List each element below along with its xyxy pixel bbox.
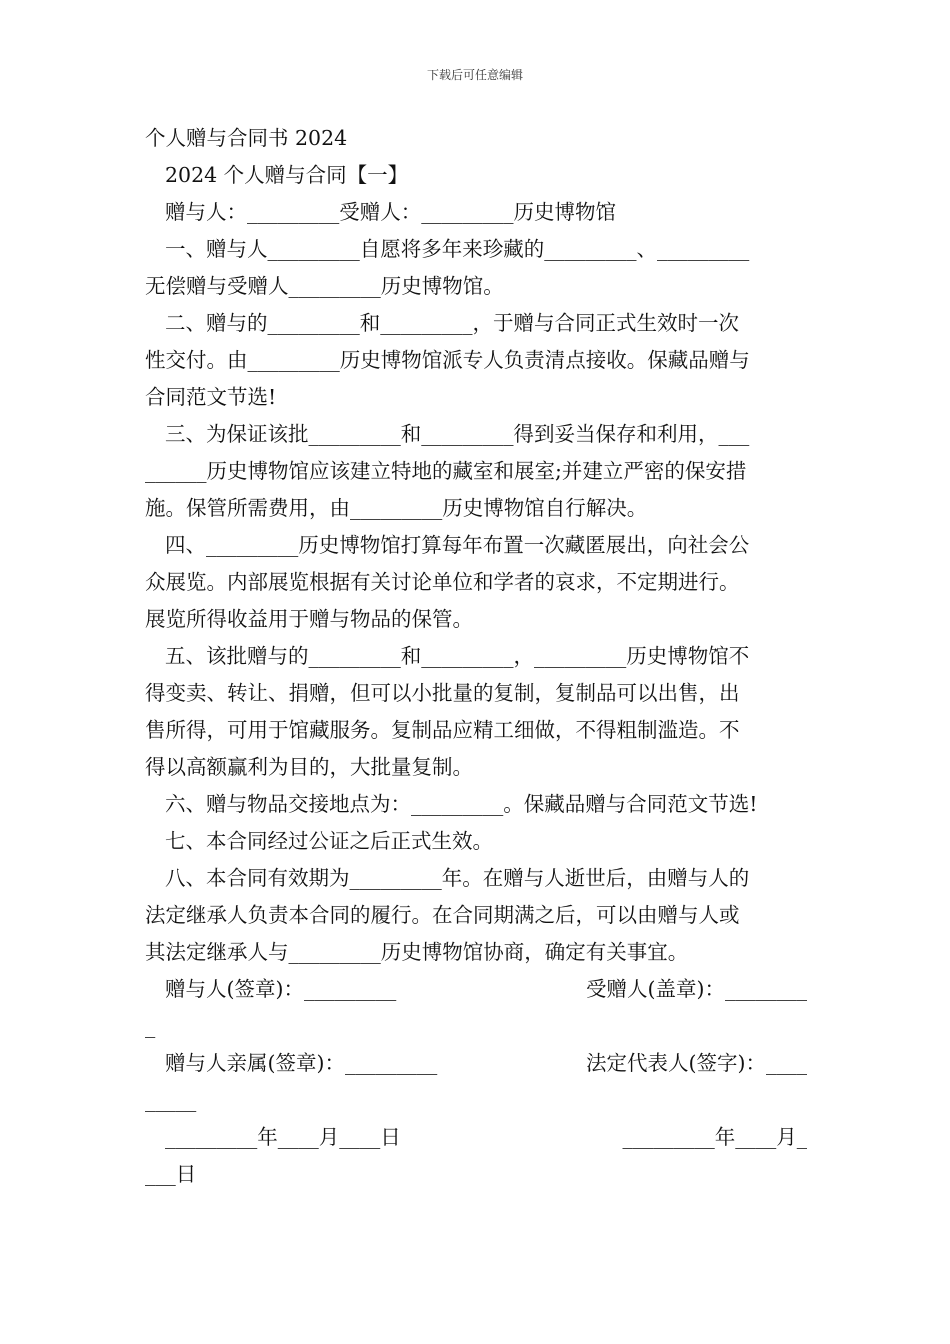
clause-8-line-3: 其法定继承人与_________历史博物馆协商，确定有关事宜。 bbox=[145, 940, 689, 964]
document-subtitle: 2024 个人赠与合同【一】 bbox=[165, 163, 409, 187]
clause-8-line-1: 八、本合同有效期为_________年。在赠与人逝世后，由赠与人的 bbox=[165, 866, 750, 890]
document-body bbox=[145, 120, 807, 1193]
parties-line: 赠与人：_________受赠人：_________历史博物馆 bbox=[165, 200, 616, 224]
clause-2-line-2: 性交付。由_________历史博物馆派专人负责清点接收。保藏品赠与 bbox=[145, 348, 750, 372]
clause-3-line-2: ______历史博物馆应该建立特地的藏室和展室;并建立严密的保安措 bbox=[145, 459, 747, 483]
date-row bbox=[145, 1119, 807, 1156]
clause-5-line-4: 得以高额赢利为目的，大批量复制。 bbox=[145, 755, 473, 779]
clause-8-line-2: 法定继承人负责本合同的履行。在合同期满之后，可以由赠与人或 bbox=[145, 903, 740, 927]
clause-2-line-3: 合同范文节选! bbox=[145, 385, 277, 409]
clause-4-line-1: 四、_________历史博物馆打算每年布置一次藏匿展出，向社会公 bbox=[165, 533, 750, 557]
legal-rep-wrap: _____ bbox=[145, 1088, 197, 1112]
date-right: _________年____月_ bbox=[622, 1125, 807, 1149]
clause-1-line-2: 无偿赠与受赠人_________历史博物馆。 bbox=[145, 274, 504, 298]
donee-seal-wrap: _ bbox=[145, 1014, 156, 1038]
clause-4-line-3: 展览所得收益用于赠与物品的保管。 bbox=[145, 607, 473, 631]
date-left: _________年____月____日 bbox=[165, 1125, 401, 1149]
clause-7-line-1: 七、本合同经过公证之后正式生效。 bbox=[165, 829, 493, 853]
relative-signature: 赠与人亲属(签章)：_________ bbox=[165, 1051, 438, 1075]
clause-2-line-1: 二、赠与的_________和_________，于赠与合同正式生效时一次 bbox=[165, 311, 739, 335]
date-right-wrap: ___日 bbox=[145, 1162, 197, 1186]
clause-3-line-1: 三、为保证该批_________和_________得到妥当保存和利用，___ bbox=[165, 422, 750, 446]
document-title: 个人赠与合同书 2024 bbox=[145, 126, 348, 150]
donee-seal: 受赠人(盖章)：________ bbox=[586, 977, 807, 1001]
clause-3-line-3: 施。保管所需费用，由_________历史博物馆自行解决。 bbox=[145, 496, 648, 520]
clause-6-line-1: 六、赠与物品交接地点为：_________。保藏品赠与合同范文节选! bbox=[165, 792, 758, 816]
clause-1-line-1: 一、赠与人_________自愿将多年来珍藏的_________、_________ bbox=[165, 237, 750, 261]
clause-5-line-1: 五、该批赠与的_________和_________，_________历史博物馆不 bbox=[165, 644, 750, 668]
signature-row-1 bbox=[145, 971, 807, 1008]
clause-5-line-3: 售所得，可用于馆藏服务。复制品应精工细做，不得粗制滥造。不 bbox=[145, 718, 740, 742]
clause-5-line-2: 得变卖、转让、捐赠，但可以小批量的复制，复制品可以出售，出 bbox=[145, 681, 740, 705]
legal-rep-signature: 法定代表人(签字)：____ bbox=[586, 1051, 807, 1075]
signature-row-2 bbox=[145, 1045, 807, 1082]
header-note: 下载后可任意编辑 bbox=[426, 68, 523, 82]
clause-4-line-2: 众展览。内部展览根据有关讨论单位和学者的哀求，不定期进行。 bbox=[145, 570, 740, 594]
donor-signature: 赠与人(签章)：_________ bbox=[165, 977, 397, 1001]
